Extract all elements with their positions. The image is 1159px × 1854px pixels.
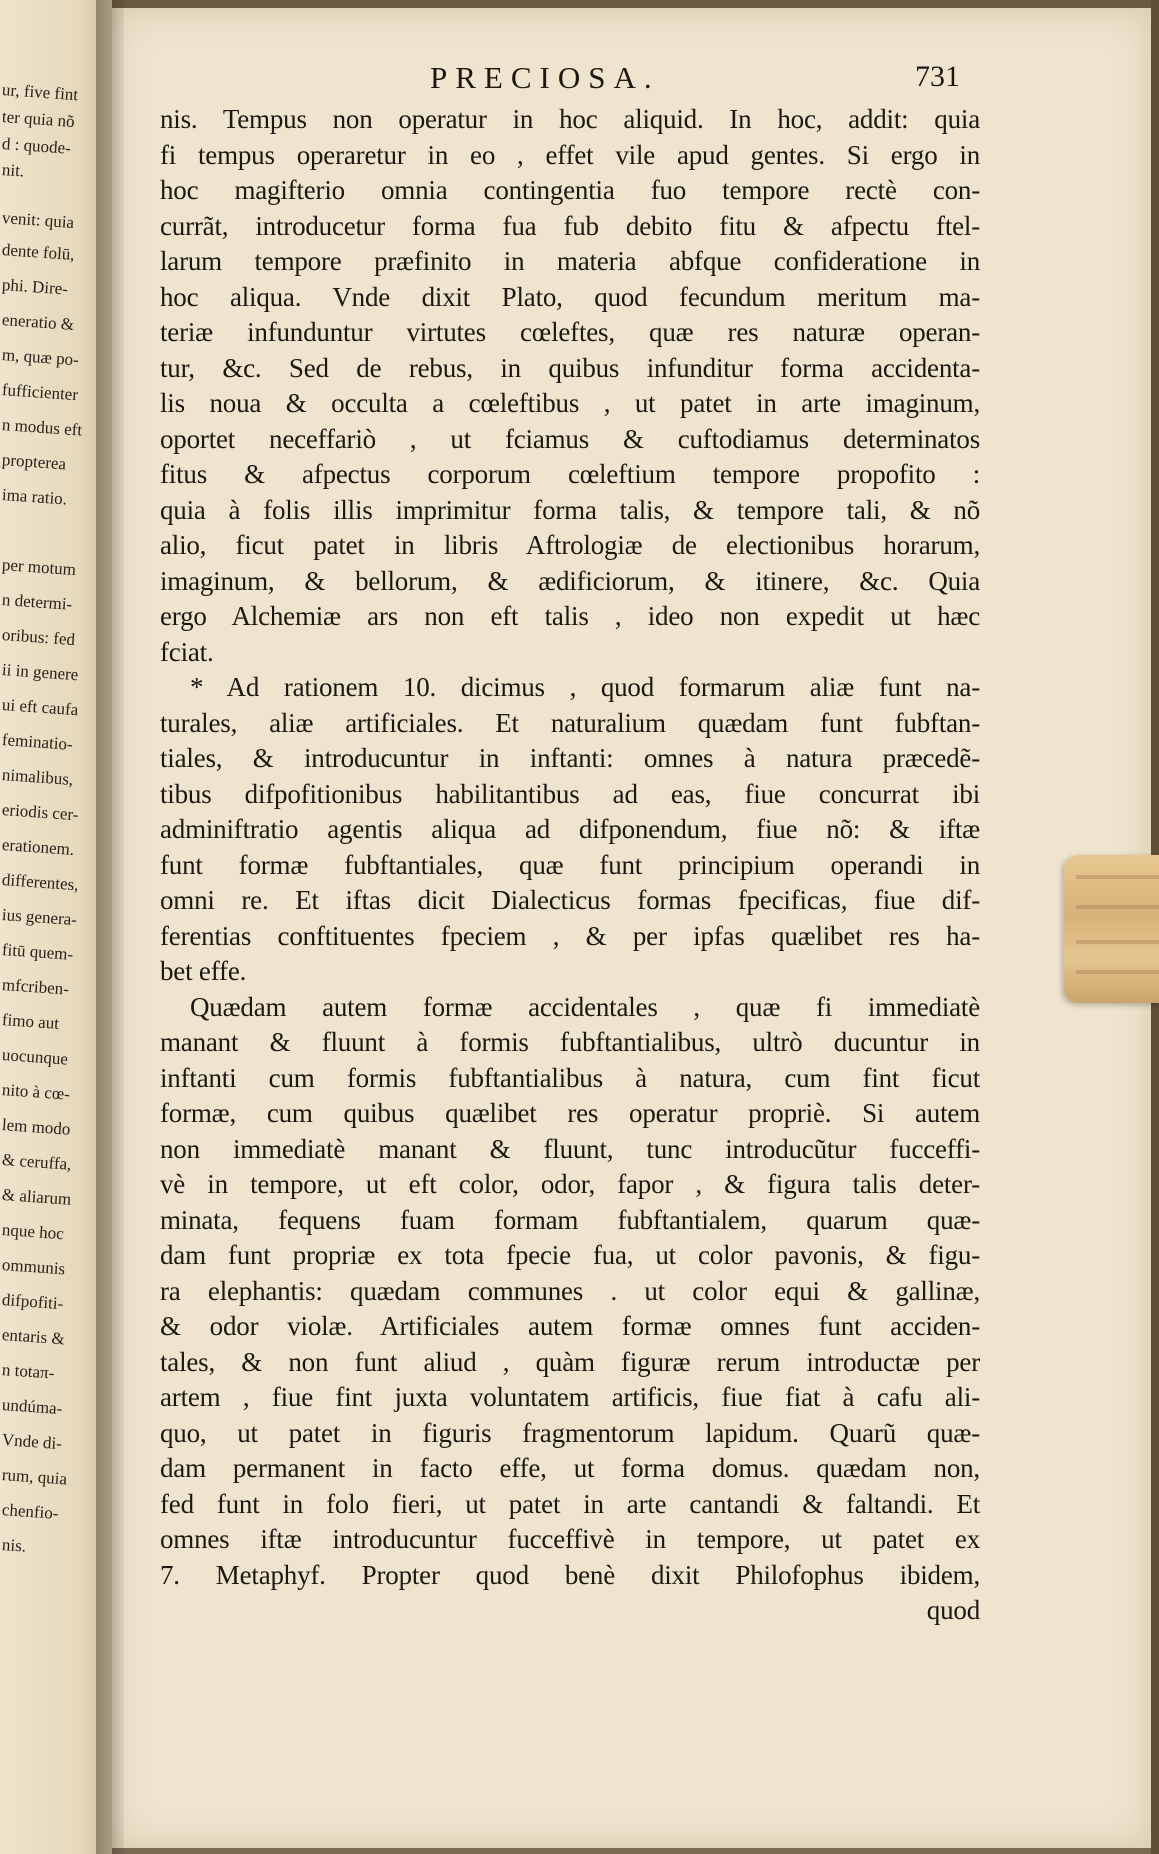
facing-line: nis. [1, 1535, 27, 1556]
wooden-bookmark [1064, 855, 1159, 1003]
text-line: ergo Alchemiæ ars non eft talis , ideo non expedit ut hæc [160, 601, 980, 631]
text-line: vè in tempore, ut eft color, odor, fapor , & figura talis deter- [160, 1169, 980, 1199]
facing-line: nit. [1, 160, 25, 181]
facing-line: fufficienter [1, 380, 79, 405]
facing-line: venit: quia [1, 208, 75, 233]
facing-line: undúma- [1, 1395, 63, 1419]
text-line: artem , fiue fint juxta voluntatem artificis, fiue fiat à cafu ali- [160, 1382, 980, 1412]
facing-line: erationem. [1, 835, 75, 860]
facing-line: & ceruffa, [1, 1150, 73, 1174]
text-line: ra elephantis: quædam communes . ut color equi & gallinæ, [160, 1275, 980, 1306]
running-head: PRECIOSA. [430, 60, 660, 95]
facing-line: ommunis [1, 1255, 66, 1279]
text-line: oportet neceffariò , ut fciamus & cuftodiamus determinatos [160, 423, 980, 454]
paragraph-start-line: * Ad rationem 10. dicimus , quod formarum aliæ funt na- [190, 672, 980, 702]
facing-line: lem modo [1, 1115, 71, 1139]
facing-line: eneratio & [1, 310, 75, 335]
facing-line: mfcriben- [1, 975, 70, 999]
facing-line: difpofiti- [1, 1290, 64, 1314]
catchword: quod [926, 1595, 980, 1625]
facing-line: uocunque [1, 1045, 69, 1069]
facing-line: entaris & [1, 1325, 66, 1349]
facing-line: feminatio- [1, 730, 74, 754]
text-line: fi tempus operaretur in eo , effet vile apud gentes. Si ergo in [160, 139, 980, 170]
text-line: fed funt in folo fieri, ut patet in arte cantandi & faltandi. Et [160, 1488, 980, 1519]
text-line: teriæ infunduntur virtutes cœleftes, quæ res naturæ operan- [160, 317, 980, 347]
text-line: lis noua & occulta a cœleftibus , ut patet in arte imaginum, [160, 388, 980, 418]
text-line: tibus difpofitionibus habilitantibus ad eas, fiue concurrat ibi [160, 778, 980, 809]
facing-line: n totaπ- [1, 1360, 56, 1383]
facing-line: nque hoc [1, 1220, 65, 1244]
facing-line: ui eft caufa [1, 695, 79, 720]
text-line: tiales, & introducuntur in inftanti: omnes à natura præcedẽ- [160, 743, 980, 773]
facing-line: differentes, [1, 870, 80, 895]
text-line: turales, aliæ artificiales. Et naturalium quædam funt fubftan- [160, 707, 980, 738]
text-line: dam funt propriæ ex tota fpecie fua, ut color pavonis, & figu- [160, 1240, 980, 1270]
text-line: non immediatè manant & fluunt, tunc introducũtur fucceffi- [160, 1133, 980, 1164]
text-line: & odor violæ. Artificiales autem formæ omnes funt acciden- [160, 1311, 980, 1341]
facing-line: Vnde di- [1, 1430, 63, 1454]
facing-line: ima ratio. [1, 485, 68, 509]
facing-line: n modus eft [1, 415, 83, 440]
facing-line: oribus: fed [1, 625, 76, 650]
text-line: alio, ficut patet in libris Aftrologiæ de electionibus horarum, [160, 530, 980, 560]
text-line: hoc aliqua. Vnde dixit Plato, quod fecundum meritum ma- [160, 281, 980, 312]
facing-line: ur, five fint [1, 80, 79, 105]
book-gutter-shadow [96, 0, 124, 1854]
text-line: ferentias conftituentes fpeciem , & per ipfas quælibet res ha- [160, 920, 980, 951]
main-text-block [160, 102, 980, 1629]
text-line: fciat. [160, 636, 214, 667]
facing-line: fimo aut [1, 1010, 60, 1033]
text-line: 7. Metaphyf. Propter quod benè dixit Philofophus ibidem, [160, 1559, 980, 1590]
text-line: larum tempore præfinito in materia abfque confideratione in [160, 246, 980, 276]
facing-line: n determi- [1, 590, 73, 614]
text-line: tales, & non funt aliud , quàm figuræ rerum introductæ per [160, 1346, 980, 1377]
text-line: bet effe. [160, 956, 247, 986]
facing-line: ter quia nõ [1, 107, 76, 132]
facing-line: ius genera- [1, 905, 78, 930]
text-line: tur, &c. Sed de rebus, in quibus infunditur forma accidenta- [160, 352, 980, 383]
text-line: minata, fequens fuam formam fubftantialem, quarum quæ- [160, 1204, 980, 1235]
facing-line: phi. Dire- [1, 275, 69, 299]
facing-line: per motum [1, 555, 77, 580]
facing-line: nimalibus, [1, 765, 74, 789]
text-line: inftanti cum formis fubftantialibus à natura, cum fint ficut [160, 1062, 980, 1093]
text-line: quia à folis illis imprimitur forma talis, & tempore tali, & nõ [160, 494, 980, 525]
text-line: omnes iftæ introducuntur fucceffivè in tempore, ut patet ex [160, 1524, 980, 1554]
text-line: currãt, introducetur forma fua fub debito fitu & afpectu ftel- [160, 210, 980, 241]
facing-line: ii in genere [1, 660, 79, 685]
facing-line: dente folū, [1, 240, 76, 265]
text-line: nis. Tempus non operatur in hoc aliquid. In hoc, addit: quia [160, 104, 980, 134]
text-line: adminiftratio agentis aliqua ad difponendum, fiue nõ: & iftæ [160, 814, 980, 844]
facing-line: eriodis cer- [1, 800, 80, 825]
facing-line: nito à cœ- [1, 1080, 71, 1104]
text-line: formæ, cum quibus quælibet res operatur propriè. Si autem [160, 1098, 980, 1128]
paragraph-start-line: Quædam autem formæ accidentales , quæ fi immediatè [190, 991, 980, 1022]
text-line: hoc magifterio omnia contingentia fuo tempore rectè con- [160, 175, 980, 205]
facing-line: rum, quia [1, 1465, 68, 1489]
facing-line: d : quode- [1, 134, 72, 158]
text-line: imaginum, & bellorum, & ædificiorum, & itinere, &c. Quia [160, 565, 980, 596]
text-line: omni re. Et iftas dicit Dialecticus formas fpecificas, fiue dif- [160, 885, 980, 915]
facing-line [2, 520, 110, 528]
page-number: 731 [915, 60, 960, 93]
text-line: manant & fluunt à formis fubftantialibus, ultrò ducuntur in [160, 1027, 980, 1057]
facing-line: chenfio- [1, 1500, 60, 1523]
text-line: quo, ut patet in figuris fragmentorum lapidum. Quarũ quæ- [160, 1417, 980, 1448]
facing-line: & aliarum [1, 1185, 72, 1209]
text-line: funt formæ fubftantiales, quæ funt principium operandi in [160, 849, 980, 880]
facing-line: fitū quem- [1, 940, 74, 964]
facing-line: m, quæ po- [1, 345, 80, 370]
text-line: fitus & afpectus corporum cœleftium tempore propofito : [160, 459, 980, 489]
facing-line: propterea [1, 450, 67, 474]
text-line: dam permanent in facto effe, ut forma domus. quædam non, [160, 1453, 980, 1483]
